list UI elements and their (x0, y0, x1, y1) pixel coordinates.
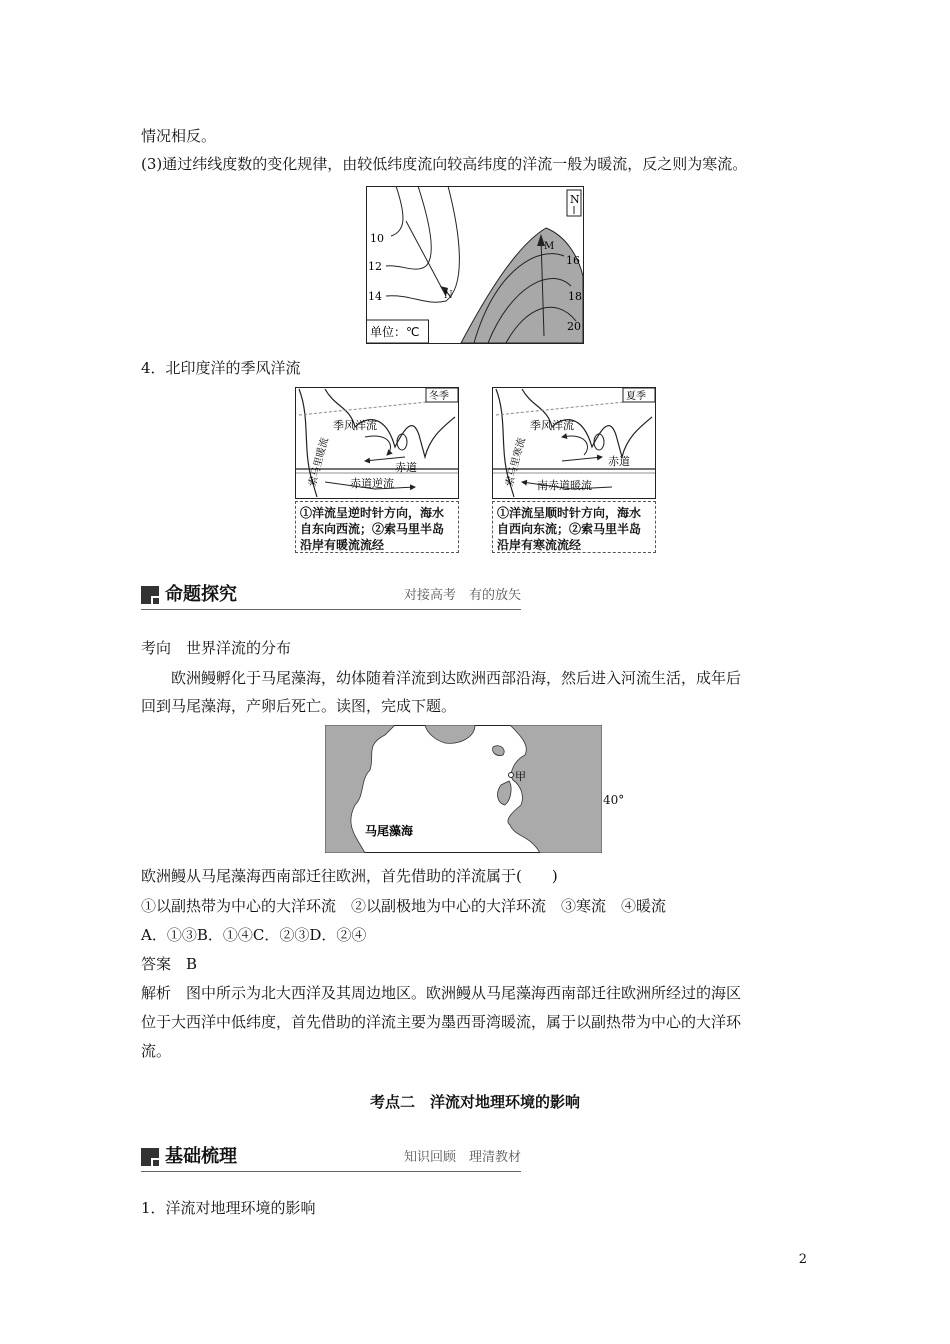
equator-label: 赤道 (608, 455, 630, 468)
section-square-icon (141, 1148, 159, 1166)
text-line: 位于大西洋中低纬度，首先借助的洋流主要为墨西哥湾暖流，属于以副热带为中心的大洋环 (141, 1013, 742, 1031)
season-label: 冬季 (429, 391, 449, 402)
equator-label: 赤道 (395, 461, 417, 474)
isotherm-label: 16 (566, 254, 580, 267)
somali-current-label: 索马里寒流 (504, 436, 528, 488)
isotherm-label: 10 (370, 232, 384, 245)
text-line: A．①③B．①④C．②③D．②④ (141, 926, 367, 944)
counter-current-label: 赤道逆流 (350, 477, 394, 490)
point-n-label: N (444, 290, 453, 301)
point-m-label: M (544, 241, 555, 252)
text-line: 考向 世界洋流的分布 (141, 639, 292, 657)
summer-note-box: ①洋流呈顺时针方向，海水自西向东流；②索马里半岛沿岸有寒流流经 (492, 501, 656, 553)
section-square-icon (141, 586, 159, 604)
text-line: 4．北印度洋的季风洋流 (141, 359, 301, 377)
counter-current-label: 南赤道暖流 (537, 479, 592, 492)
north-label: N (570, 193, 580, 206)
season-label: 夏季 (626, 391, 646, 402)
section-subtitle: 对接高考 有的放矢 (403, 588, 521, 603)
answer-line: 答案 B (141, 955, 198, 973)
latitude-tick-label: 40° (603, 793, 625, 807)
text-line: 欧洲鳗从马尾藻海西南部迁往欧洲，首先借助的洋流属于( ) (141, 867, 558, 885)
winter-note-box: ①洋流呈逆时针方向，海水自东向西流；②索马里半岛沿岸有暖流流经 (295, 501, 459, 553)
winter-monsoon-map (295, 387, 459, 499)
text-line: 欧洲鳗孵化于马尾藻海，幼体随着洋流到达欧洲西部沿海，然后进入河流生活，成年后 (171, 669, 742, 687)
text-line: ①以副热带为中心的大洋环流 ②以副极地为中心的大洋环流 ③寒流 ④暖流 (141, 897, 667, 915)
point-jia-label: 甲 (515, 770, 526, 783)
isotherm-label: 18 (568, 290, 582, 303)
somali-current-label: 索马里暖流 (307, 436, 331, 488)
monsoon-current-label: 季风洋流 (530, 419, 574, 432)
text-line: 情况相反。 (141, 127, 217, 145)
text-line: (3)通过纬线度数的变化规律，由较低纬度流向较高纬度的洋流一般为暖流，反之则为寒流。 (141, 155, 748, 173)
section-title: 命题探究 (165, 584, 237, 605)
unit-label: 单位：℃ (370, 325, 420, 339)
section-title: 基础梳理 (165, 1146, 237, 1167)
isotherm-figure (366, 186, 584, 344)
sargasso-sea-label: 马尾藻海 (365, 824, 414, 838)
section-header (141, 583, 521, 610)
text-line: 解析 图中所示为北大西洋及其周边地区。欧洲鳗从马尾藻海西南部迁往欧洲所经过的海区 (141, 984, 742, 1002)
north-atlantic-map (325, 725, 602, 853)
page-number: 2 (798, 1252, 807, 1267)
text-line: 回到马尾藻海，产卵后死亡。读图，完成下题。 (141, 697, 457, 715)
section-subtitle: 知识回顾 理清教材 (403, 1150, 521, 1165)
summer-monsoon-map (492, 387, 656, 499)
isotherm-label: 14 (368, 290, 382, 303)
text-line: 流。 (141, 1042, 172, 1060)
subsection-heading: 考点二 洋流对地理环境的影响 (369, 1093, 580, 1111)
isotherm-label: 20 (567, 320, 581, 333)
monsoon-current-label: 季风洋流 (333, 419, 377, 432)
isotherm-label: 12 (368, 260, 382, 273)
section-header (141, 1145, 521, 1172)
text-line: 1．洋流对地理环境的影响 (141, 1199, 316, 1217)
